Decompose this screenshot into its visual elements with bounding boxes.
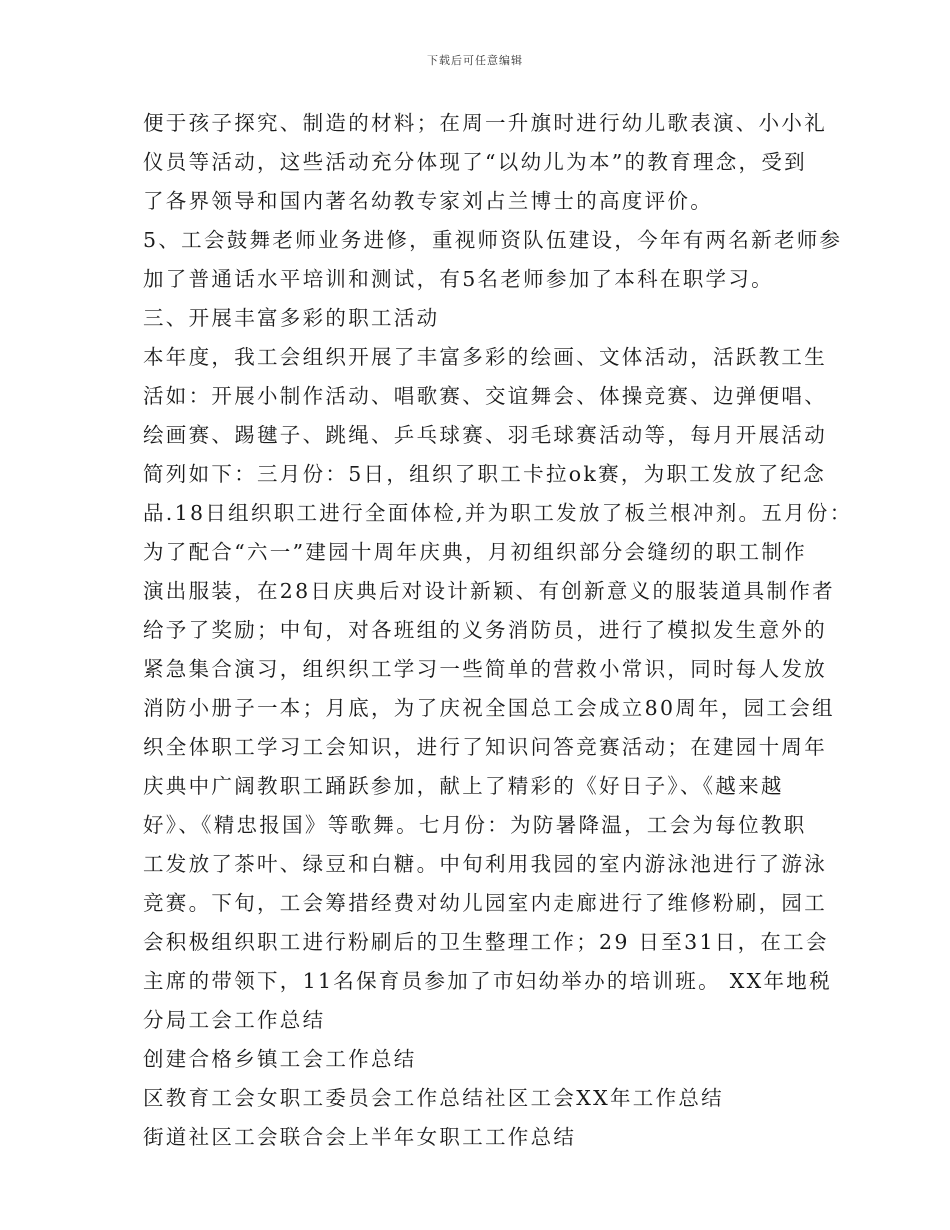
body-line: 会积极组织职工进行粉刷后的卫生整理工作；29 日至31日，在工会	[143, 930, 829, 954]
related-title: 创建合格乡镇工会工作总结	[143, 1047, 417, 1071]
body-line: 了各界领导和国内著名幼教专家刘占兰博士的高度评价。	[143, 189, 713, 213]
body-line: 消防小册子一本；月底，为了庆祝全国总工会成立80周年，园工会组	[143, 696, 835, 720]
page-header: 下载后可任意编辑	[427, 54, 523, 67]
body-line: 工发放了茶叶、绿豆和白糖。中旬利用我园的室内游泳池进行了游泳	[143, 852, 827, 876]
related-title: 区教育工会女职工委员会工作总结社区工会XX年工作总结	[143, 1086, 724, 1110]
document-body	[143, 104, 853, 1157]
body-line: 为了配合“六一”建园十周年庆典，月初组织部分会缝纫的职工制作	[143, 540, 807, 564]
body-line: 好》、《精忠报国》等歌舞。七月份：为防暑降温，工会为每位教职	[143, 813, 807, 837]
body-line: 绘画赛、踢毽子、跳绳、乒乓球赛、羽毛球赛活动等，每月开展活动	[143, 423, 827, 447]
body-line: 简列如下：三月份：5日，组织了职工卡拉ok赛，为职工发放了纪念	[143, 462, 827, 486]
body-line: 紧急集合演习，组织织工学习一些简单的营救小常识，同时每人发放	[143, 657, 827, 681]
section-heading: 三、开展丰富多彩的职工活动	[143, 306, 440, 330]
body-line: 5、工会鼓舞老师业务进修，重视师资队伍建设，今年有两名新老师参	[143, 228, 843, 252]
body-line: 便于孩子探究、制造的材料；在周一升旗时进行幼儿歌表演、小小礼	[143, 111, 827, 135]
body-line: 活如：开展小制作活动、唱歌赛、交谊舞会、体操竞赛、边弹便唱、	[143, 384, 827, 408]
related-title: 街道社区工会联合会上半年女职工工作总结	[143, 1125, 577, 1149]
body-line: 给予了奖励；中旬，对各班组的义务消防员，进行了模拟发生意外的	[143, 618, 827, 642]
body-line: 织全体职工学习工会知识，进行了知识问答竞赛活动；在建园十周年	[143, 735, 827, 759]
body-line: 庆典中广阔教职工踊跃参加，献上了精彩的《好日子》、《越来越	[143, 774, 784, 798]
body-line: 主席的带领下，11名保育员参加了市妇幼举办的培训班。 XX年地税	[143, 969, 832, 993]
body-line: 仪员等活动，这些活动充分体现了“以幼儿为本”的教育理念，受到	[143, 150, 807, 174]
body-line: 竞赛。下旬，工会筹措经费对幼儿园室内走廊进行了维修粉刷，园工	[143, 891, 827, 915]
body-line: 品.18日组织职工进行全面体检,并为职工发放了板兰根冲剂。五月份：	[143, 501, 853, 525]
body-line: 演出服装，在28日庆典后对设计新颖、有创新意义的服装道具制作者	[143, 579, 835, 603]
body-line: 本年度，我工会组织开展了丰富多彩的绘画、文体活动，活跃教工生	[143, 345, 827, 369]
body-line: 加了普通话水平培训和测试，有5名老师参加了本科在职学习。	[143, 267, 774, 291]
body-line: 分局工会工作总结	[143, 1008, 326, 1032]
